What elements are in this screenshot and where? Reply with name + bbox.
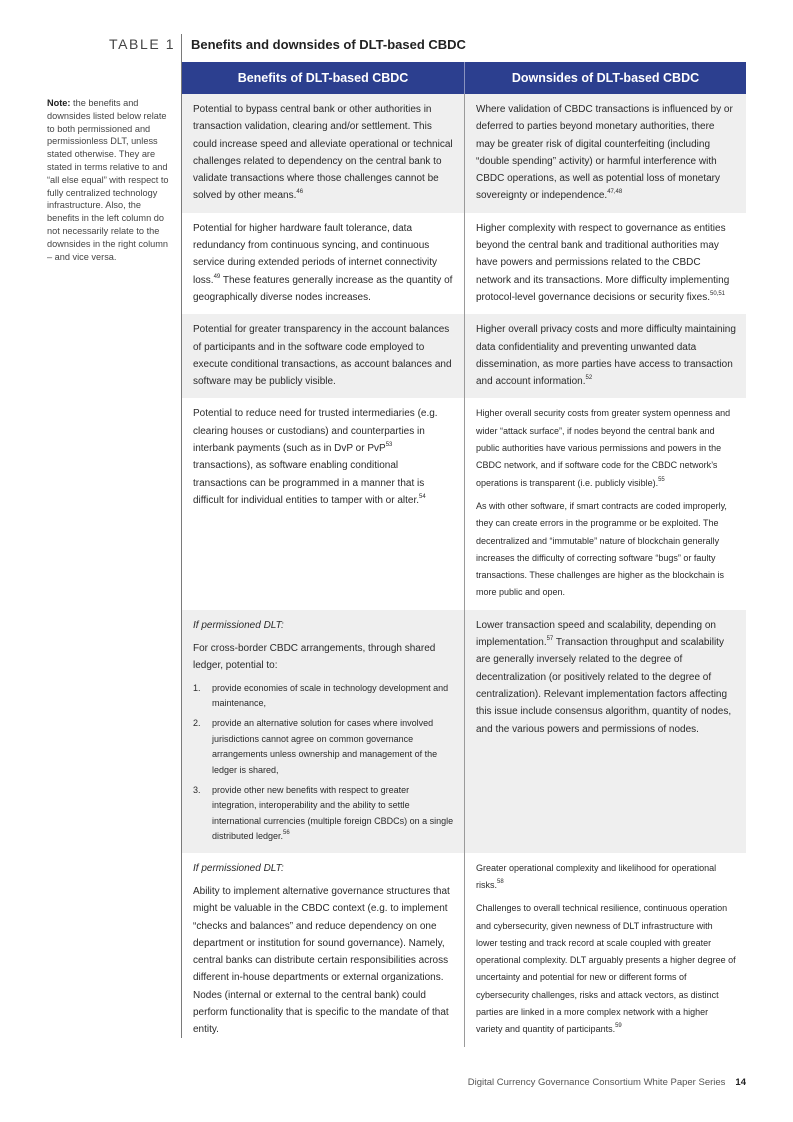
downside-cell (464, 398, 746, 609)
list-item: 1. provide economies of scale in technology development and maintenance, (193, 682, 449, 709)
benefit-cell (182, 94, 464, 213)
benefit-text: Potential for higher hardware fault tolerance, data redundancy from continuous syncing, and continuous service during extended periods of internet connectivity loss. (193, 222, 438, 286)
downside-text: Higher overall privacy costs and more difficulty maintaining data confidentiality and preventing unwanted data dissemination, as more parties have access to transaction and account information. (476, 324, 736, 388)
downside-text: Lower transaction speed and scalability, depending on implementation. (476, 619, 716, 649)
downside-cell (464, 213, 746, 314)
footnote-ref: 53 (385, 442, 393, 449)
footnote-ref: 57 (546, 636, 554, 643)
footnote-ref: 54 (419, 493, 426, 500)
table-row (182, 213, 746, 314)
footnote-ref: 50,51 (710, 290, 726, 297)
downside-cell (464, 314, 746, 398)
benefit-cell (182, 853, 464, 1047)
page-footer (468, 1077, 746, 1088)
benefit-text: Potential to bypass central bank or other authorities in transaction validation, clearing and/or settlement. This could increase speed and alleviate operational or technical challenges related to dependency on the central bank to validate transactions where those challenges cannot be solved by other means. (193, 104, 453, 202)
footnote-ref: 58 (497, 878, 504, 885)
side-note-text: the benefits and downsides listed below relate to both permissioned and permissionless DLT, unless stated otherwise. They are stated in terms relative to and “all else equal” with respect to fully centralized technology infrastructure. Also, the benefits in the left column do not necessarily relate to the downsides in the right column – and vice versa. (47, 98, 169, 262)
downside-text: Higher overall security costs from greater system openness and wider “attack surface”, if nodes beyond the central bank and public authorities have various permissions and powers in the CBDC network, and if software code for the CBDC network’s operations is transparent (i.e. publicly visible). (476, 408, 731, 488)
table-row (182, 853, 746, 1047)
benefit-text: These features generally increase as the quantity of geographically diverse nodes increases. (193, 274, 453, 303)
footnote-ref: 47,48 (607, 189, 623, 196)
table-row (182, 398, 746, 609)
footnote-ref: 59 (615, 1023, 622, 1030)
downside-text: Challenges to overall technical resilience, continuous operation and cybersecurity, given newness of DLT infrastructure with lower testing and track record at scale coupled with greater operational complexity. DLT arguably presents a higher degree of uncertainty and potential for new or different forms of cybersecurity challenges, risks and attack vectors, as distinct parties are linked in a more complex network with a higher variety and quantity of participants. (476, 903, 736, 1035)
benefit-text: Ability to implement alternative governance structures that might be valuable in the CBDC context (e.g. to implement “checks and balances” and reduce dependency on one department or institution for sound governance). Namely, central banks can distribute certain responsibilities across different in-house departments or external organizations. Nodes (internal or external to the central bank) could perform functionality that is specific to the mandate of that entity. (193, 885, 450, 1036)
page-number: 14 (735, 1077, 746, 1088)
footnote-ref: 55 (658, 476, 665, 483)
downside-text: Greater operational complexity and likelihood for operational risks. (476, 862, 717, 890)
benefit-text: Potential for greater transparency in the account balances of participants and in the software code employed to execute conditional transactions, as account balances and software may be publicly visible. (193, 324, 452, 388)
benefit-text: transactions), as software enabling conditional transactions can be programmed in a manner that is difficult for individual entities to tamper with or alter. (193, 460, 425, 506)
header-benefits: Benefits of DLT-based CBDC (237, 71, 409, 85)
table-header-row (182, 62, 746, 94)
table-row (182, 94, 746, 213)
benefit-list (193, 681, 454, 845)
downside-cell (464, 853, 746, 1047)
downside-text: As with other software, if smart contracts are coded improperly, they can create errors in the programme or be exploited. The decentralized and “immutable” nature of blockchain generally increases the difficulty of correcting software “bugs” or faulty transactions. These challenges are higher as the blockchain is more public and open. (476, 500, 727, 598)
footnote-ref: 46 (296, 189, 304, 196)
downside-cell (464, 610, 746, 853)
benefits-downsides-table (182, 62, 746, 1047)
benefit-cell (182, 213, 464, 314)
benefit-intro: For cross-border CBDC arrangements, through shared ledger, potential to: (193, 643, 436, 672)
series-name: Digital Currency Governance Consortium White Paper Series (467, 1077, 726, 1088)
benefit-cell (182, 610, 464, 853)
qualifier: If permissioned DLT: (193, 619, 284, 631)
benefit-cell (182, 398, 464, 609)
benefit-text: Potential to reduce need for trusted intermediaries (e.g. clearing houses or custodians) and counterparties in interbank payments (such as in DvP or PvP (193, 408, 438, 455)
downside-text: Transaction throughput and scalability are generally inversely related to the degree of decentralization (or positively related to the degree of centralization). Relevant implementation factors affecting this issue include consensus algorithm, quantity of nodes, and the various powers and permissions of nodes. (476, 637, 732, 735)
downside-cell (464, 94, 746, 213)
qualifier: If permissioned DLT: (193, 862, 284, 874)
table-row (182, 314, 746, 398)
side-note (47, 97, 171, 263)
footnote-ref: 52 (585, 375, 593, 382)
side-note-label: Note: (47, 98, 71, 108)
downside-text: Higher complexity with respect to governance as entities beyond the central bank and traditional authorities may have powers and permissions related to the CBDC network and its transactions. More difficulty implementing protocol-level governance decisions or security fixes. (476, 222, 730, 303)
benefit-cell (182, 314, 464, 398)
downside-text: Where validation of CBDC transactions is influenced by or deferred to parties beyond monetary authorities, there may be greater risk of digital counterfeiting (including “double spending” activity) or harmful interference with CBDC operations, as well as potential loss of monetary sovereignty or independence. (476, 104, 733, 202)
footnote-ref: 56 (283, 830, 290, 837)
list-item: 3. provide other new benefits with respect to greater integration, interoperability and the ability to settle international currencies (multiple foreign CBDCs) on a single distributed ledger.$^{56}$ (193, 785, 454, 842)
table-label: TABLE 1 (109, 36, 176, 52)
table-title: Benefits and downsides of DLT-based CBDC (191, 37, 466, 52)
table-row (182, 610, 746, 853)
header-downsides: Downsides of DLT-based CBDC (464, 62, 746, 94)
list-item: 2. provide an alternative solution for cases where involved jurisdictions cannot agree on common governance arrangements unless ownership and management of the ledger is shared, (193, 718, 438, 775)
footnote-ref: 49 (213, 273, 221, 280)
